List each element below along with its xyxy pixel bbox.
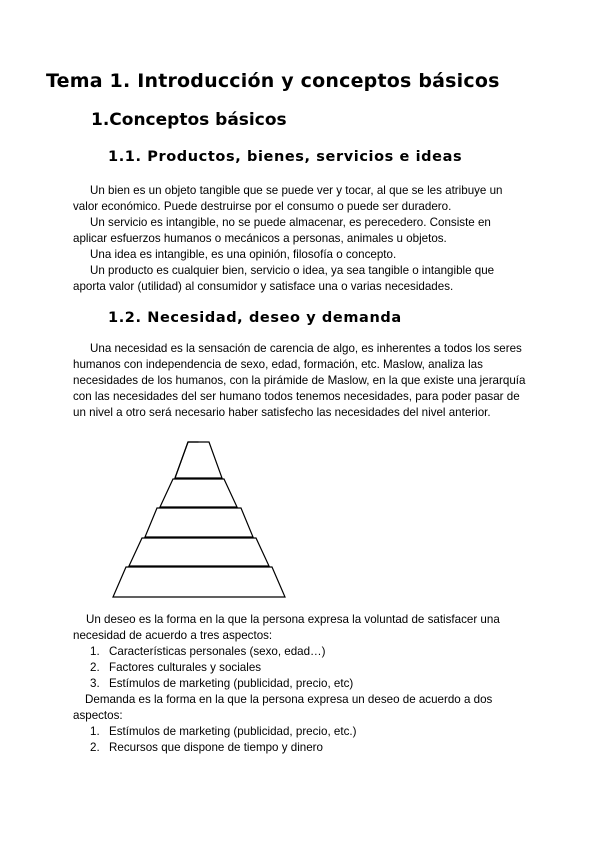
list-item: 1. Estímulos de marketing (publicidad, precio, etc.) [90,725,357,738]
subsection-heading-1-2: 1.2. Necesidad, deseo y demanda [108,310,402,326]
paragraph-deseo: Un deseo es la forma en la que la persona expresa la voluntad de satisfacer una necesidad de acuerdo a tres aspectos: [73,613,500,642]
section-heading: 1.Conceptos básicos [91,110,287,130]
necesidad-body [73,341,528,421]
list-item: 3. Estímulos de marketing (publicidad, precio, etc) [90,677,354,690]
pyramid-level-1 [113,567,285,597]
maslow-pyramid-diagram [110,440,290,600]
paragraph-producto: Un producto es cualquier bien, servicio o idea, ya sea tangible o intangible que aporta valor (utilidad) al consumidor y satisface una o varias necesidades. [73,264,495,293]
paragraph-servicio: Un servicio es intangible, no se puede almacenar, es perecedero. Consiste en aplicar esfuerzos humanos o mecánicos a personas, animales u objetos. [73,216,491,245]
pyramid-level-4 [160,479,237,507]
subsection-1-1-body [73,183,528,295]
subsection-heading-1-1: 1.1. Productos, bienes, servicios e ideas [108,149,463,165]
pyramid-level-3 [145,508,253,537]
paragraph-idea: Una idea es intangible, es una opinión, filosofía o concepto. [90,248,397,261]
list-item: 2. Factores culturales y sociales [90,661,262,674]
pyramid-level-2 [129,538,269,566]
list-item: 2. Recursos que dispone de tiempo y dinero [90,741,323,754]
paragraph-demanda: Demanda es la forma en la que la persona expresa un deseo de acuerdo a dos aspectos: [73,693,493,722]
deseo-list [73,644,528,692]
demanda-list [73,724,528,756]
paragraph-bien: Un bien es un objeto tangible que se puede ver y tocar, al que se les atribuye un valor económico. Puede destruirse por el consumo o puede ser duradero. [73,184,503,213]
deseo-demanda-body [73,612,528,756]
document-title: Tema 1. Introducción y conceptos básicos [46,70,500,92]
list-item: 1. Características personales (sexo, edad…) [90,645,326,658]
paragraph-necesidad: Una necesidad es la sensación de carencia de algo, es inherentes a todos los seres humanos con independencia de sexo, edad, formación, etc. Maslow, analiza las necesidades de los humanos, con la pirámide de Maslow, en la que existe una jerarquía con las necesidades del ser humano todos tenemos necesidades, para poder pasar de un nivel a otro será necesario haber satisfecho las necesidades del nivel anterior. [73,342,526,419]
